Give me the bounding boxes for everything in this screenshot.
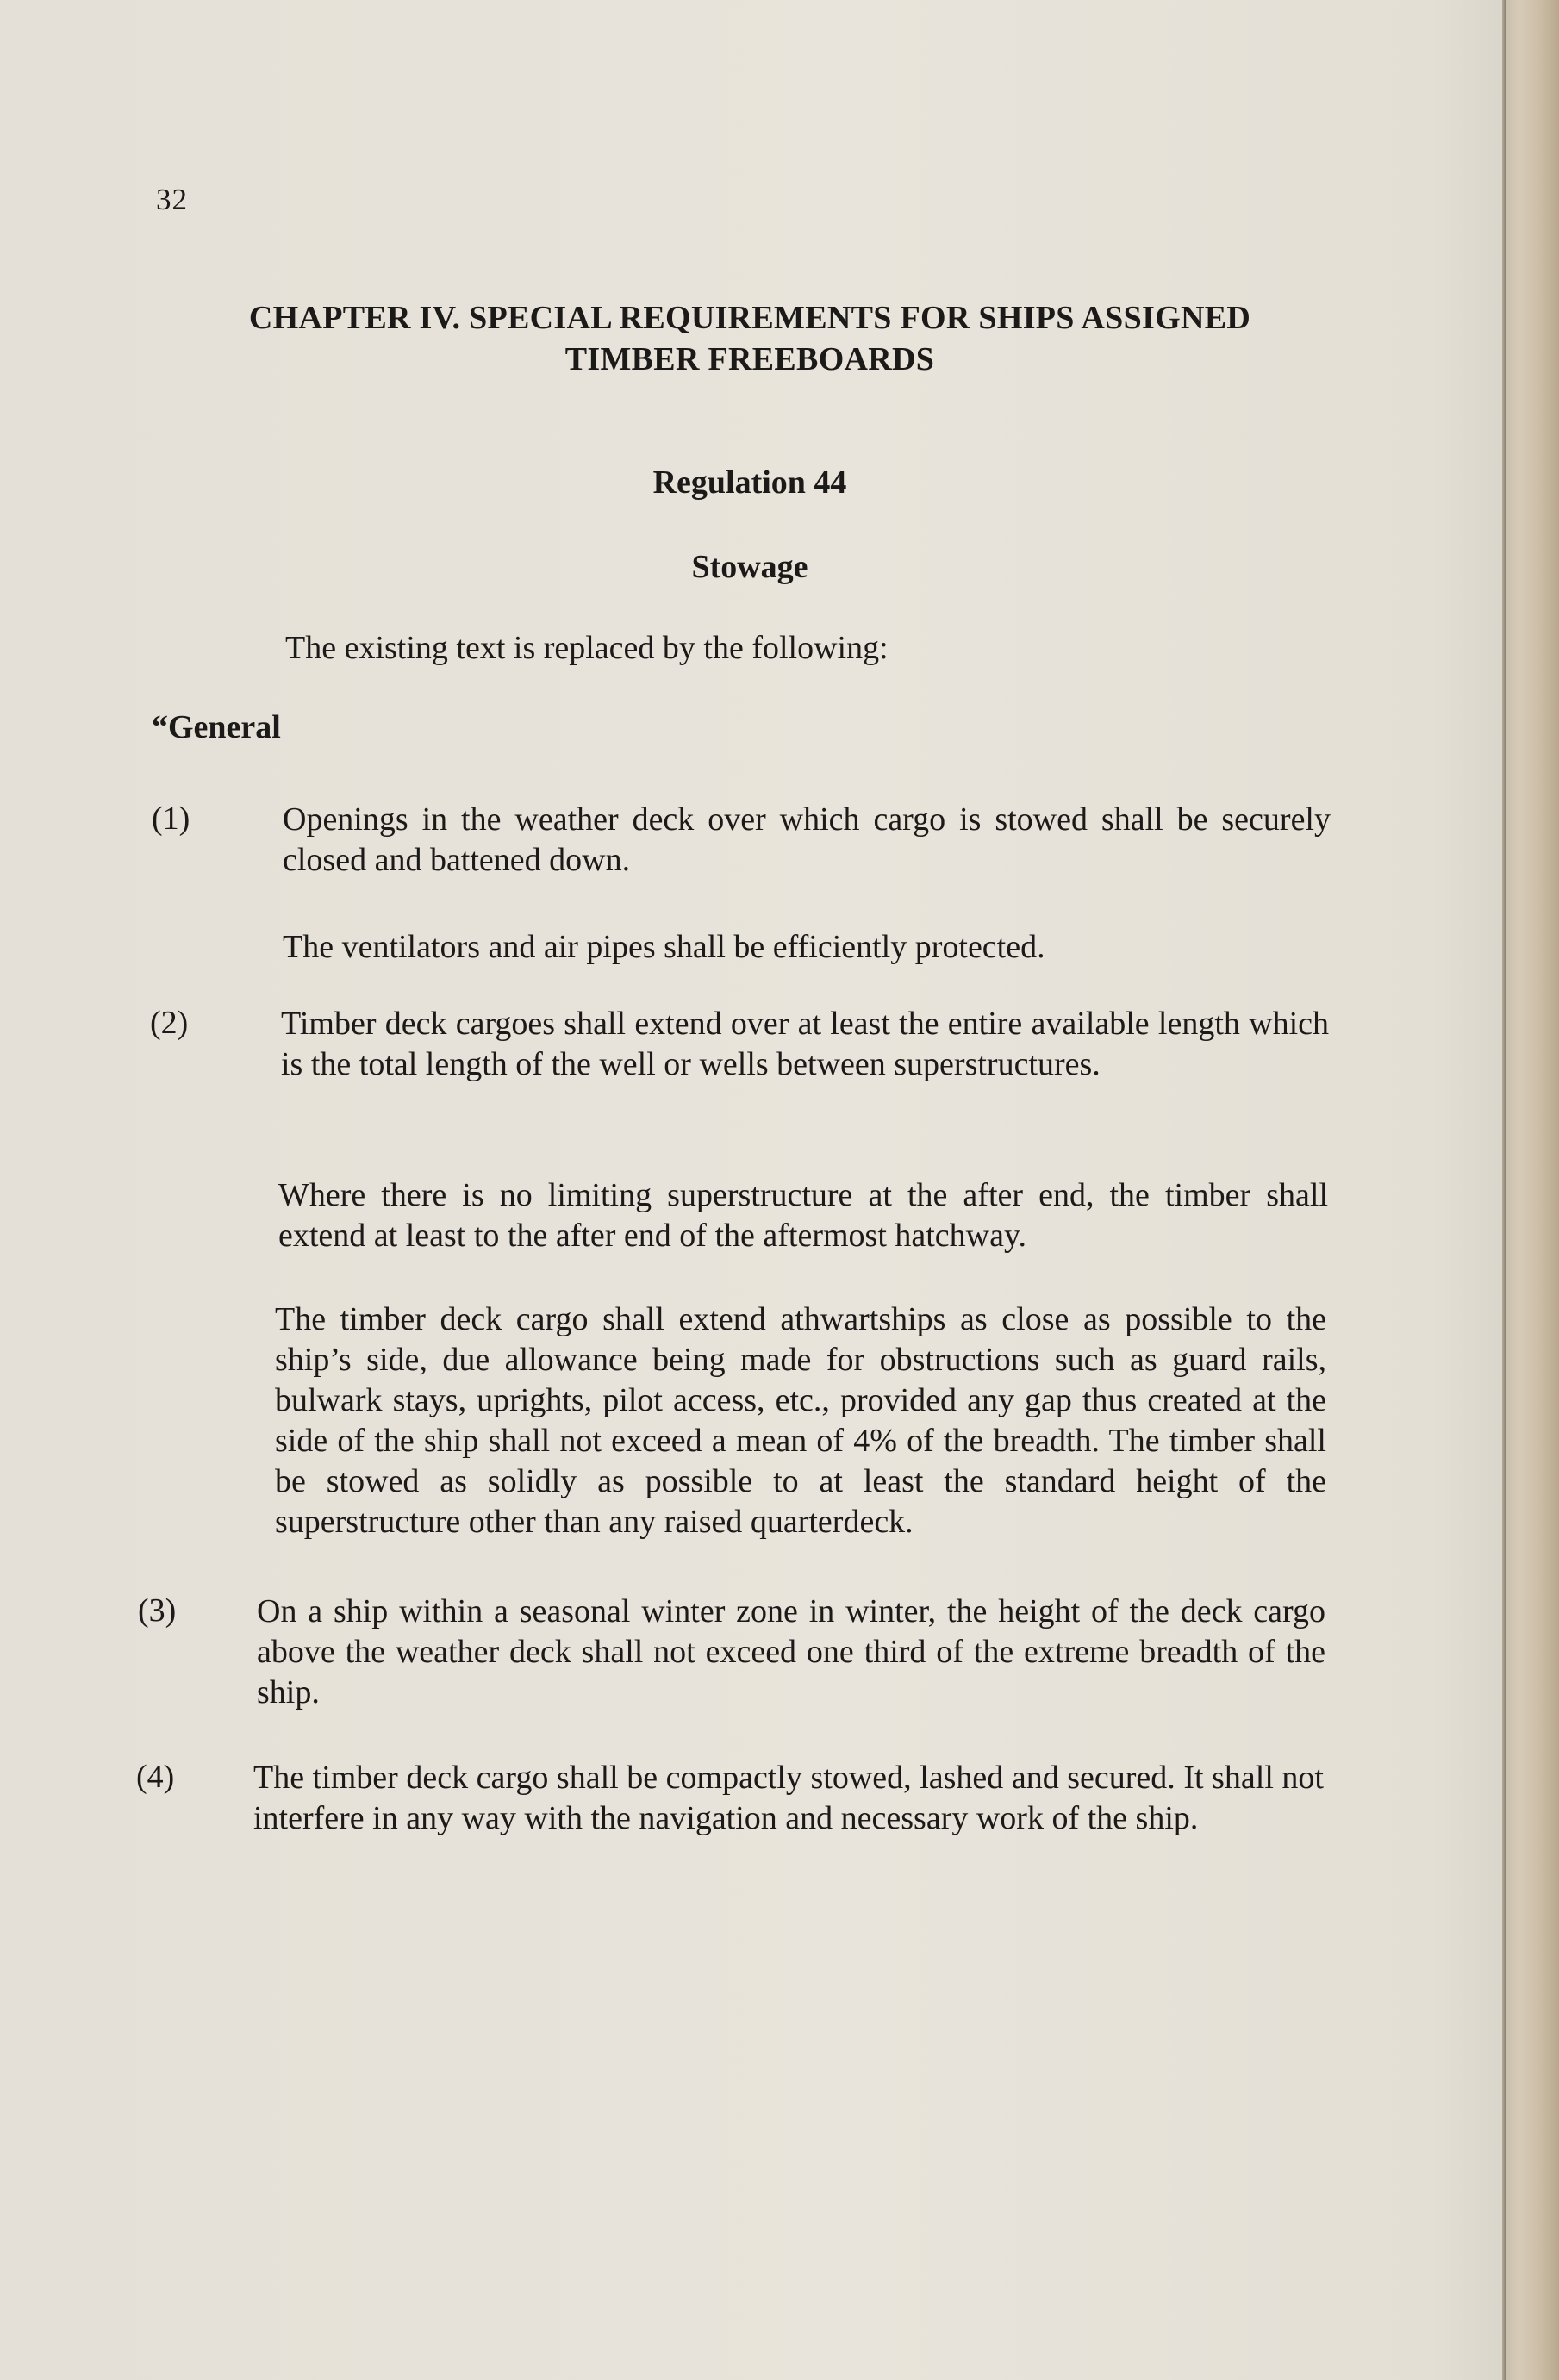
intro-text: The existing text is replaced by the following: xyxy=(285,630,889,666)
binding-gutter xyxy=(1506,0,1559,2380)
chapter-heading-line-2: TIMBER FREEBOARDS xyxy=(564,341,935,377)
item-number: (2) xyxy=(150,1005,189,1041)
item-paragraph: The ventilators and air pipes shall be efficiently protected. xyxy=(283,929,1045,965)
regulation-title: Regulation 44 xyxy=(652,464,847,501)
regulation-subtitle: Stowage xyxy=(691,549,808,585)
item-paragraph: Timber deck cargoes shall extend over at least the entire available length which is the total length of the well or wells between superstructures. xyxy=(281,1006,1329,1082)
item-paragraph: Where there is no limiting superstructure at the after end, the timber shall extend at least to the after end of the aftermost hatchway. xyxy=(278,1177,1328,1254)
item-number: (3) xyxy=(138,1592,177,1629)
item-number: (1) xyxy=(152,801,190,837)
chapter-heading xyxy=(155,297,1344,380)
item-paragraph: The timber deck cargo shall be compactly stowed, lashed and secured. It shall not interfere in any way with the navigation and necessary work of the ship. xyxy=(253,1760,1324,1836)
general-heading: “General xyxy=(152,709,281,745)
page-number: 32 xyxy=(156,183,188,216)
item-number: (4) xyxy=(136,1759,175,1795)
chapter-heading-line-1: CHAPTER IV. SPECIAL REQUIREMENTS FOR SHIPS ASSIGNED xyxy=(248,300,1251,336)
item-paragraph: On a ship within a seasonal winter zone in winter, the height of the deck cargo above the weather deck shall not exceed one third of the extreme breadth of the ship. xyxy=(257,1593,1325,1710)
item-paragraph: Openings in the weather deck over which cargo is stowed shall be securely closed and battened down. xyxy=(283,801,1331,878)
item-paragraph: The timber deck cargo shall extend athwartships as close as possible to the ship’s side, due allowance being made for obstructions such as guard rails, bulwark stays, uprights, pilot access, etc., provided any gap thus created at the side of the ship shall not exceed a mean of 4% of the breadth. The timber shall be stowed as solidly as possible to at least the standard height of the superstructure other than any raised quarterdeck. xyxy=(275,1301,1326,1540)
